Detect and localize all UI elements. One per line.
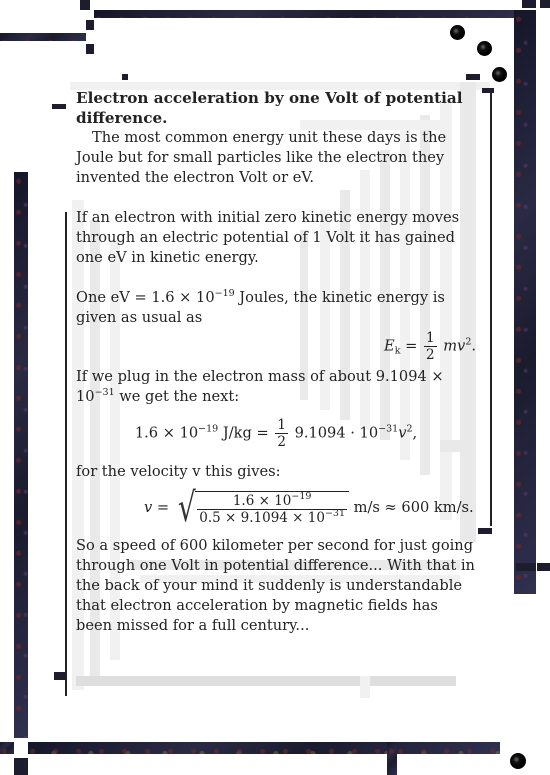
left-rule	[65, 212, 67, 696]
equation-kinetic-energy: $E_k$ = $\frac{1}{2}$ $mv^2$.	[384, 330, 476, 363]
paragraph-electron-mass: If we plug in the electron mass of about $9.1094 \times 10^{-31}$ we get the next:	[76, 368, 444, 405]
paragraph-ev-joules: One eV = $1.6 \times 10^{-19}$ Joules, the kinetic energy is given as usual as	[76, 288, 445, 326]
article-title: Electron acceleration by one Volt of potential difference.	[76, 89, 463, 127]
equation-velocity: v = √ $\frac{1.6 \times 10^{-19}}{0.5 \times 9.1094 \times 10^{-31}}$ m/s ≈ 600 km/s.	[144, 485, 474, 531]
article	[76, 88, 476, 636]
right-rule	[490, 90, 492, 526]
paragraph-conclusion: So a speed of 600 kilometer per second for just going through one Volt in potential difference... With that in the back of your mind it suddenly is understandable that electron acceleration by magnetic fields has been missed for a full century...	[76, 537, 475, 634]
equation-substitution: $1.6 \times 10^{-19}$ J/kg = $\frac{1}{2}$ $9.1094 \cdot 10^{-31}v^2$,	[134, 417, 418, 450]
paragraph-ev-definition: If an electron with initial zero kinetic energy moves through an electric potential of 1 Volt it has gained one eV in kinetic energy.	[76, 209, 460, 266]
paragraph-intro: The most common energy unit these days is the Joule but for small particles like the electron they invented the electron Volt or eV.	[76, 129, 447, 186]
paragraph-velocity-intro: for the velocity v this gives:	[76, 463, 281, 480]
